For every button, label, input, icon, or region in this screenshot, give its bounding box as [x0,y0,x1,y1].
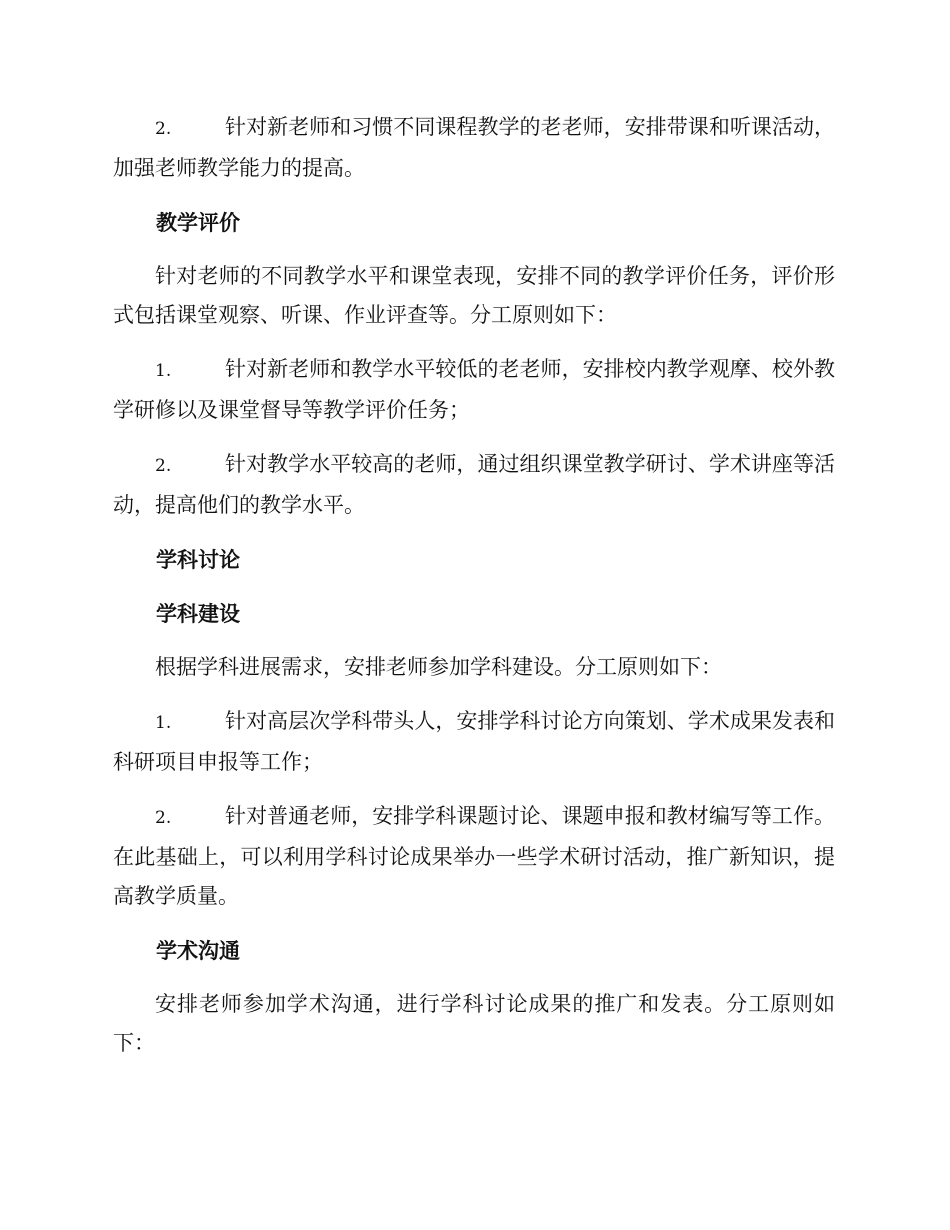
list-number: 2. [155,119,172,139]
list-item-2-building [113,797,835,916]
paragraph-building-intro: 根据学科进展需求，安排老师参加学科建设。分工原则如下： [155,655,722,679]
list-item-text: 针对新老师和习惯不同课程教学的老老师，安排带课和听课活动，加强老师教学能力的提高。 [113,115,835,180]
list-item-text: 针对新老师和教学水平较低的老老师，安排校内教学观摩、校外教学研修以及课堂督导等教学评价任务； [113,357,835,422]
section-heading-subject-building: 学科建设 [156,601,240,626]
list-number: 1. [155,361,172,381]
list-number: 1. [155,713,172,733]
list-item-2-evaluation [113,445,835,525]
list-item-text: 针对高层次学科带头人，安排学科讨论方向策划、学术成果发表和科研项目申报等工作； [113,709,835,774]
document-body [113,108,835,1078]
paragraph-evaluation-intro: 针对老师的不同教学水平和课堂表现，安排不同的教学评价任务，评价形式包括课堂观察、听课、作业评查等。分工原则如下： [113,264,835,327]
list-item-1-evaluation [113,350,835,430]
paragraph-communication-intro: 安排老师参加学术沟通，进行学科讨论成果的推广和发表。分工原则如下： [113,992,835,1055]
list-number: 2. [155,456,172,476]
section-heading-teaching-evaluation: 教学评价 [156,210,240,235]
list-item-2-teaching [113,108,835,188]
list-number: 2. [155,808,172,828]
section-heading-subject-discussion: 学科讨论 [156,547,240,572]
list-item-text: 针对教学水平较高的老师，通过组织课堂教学研讨、学术讲座等活动，提高他们的教学水平。 [113,452,835,517]
list-item-text: 针对普通老师，安排学科课题讨论、课题申报和教材编写等工作。在此基础上，可以利用学科讨论成果举办一些学术研讨活动，推广新知识，提高教学质量。 [113,804,835,908]
list-item-1-building [113,702,835,782]
section-heading-academic-communication: 学术沟通 [156,938,240,963]
